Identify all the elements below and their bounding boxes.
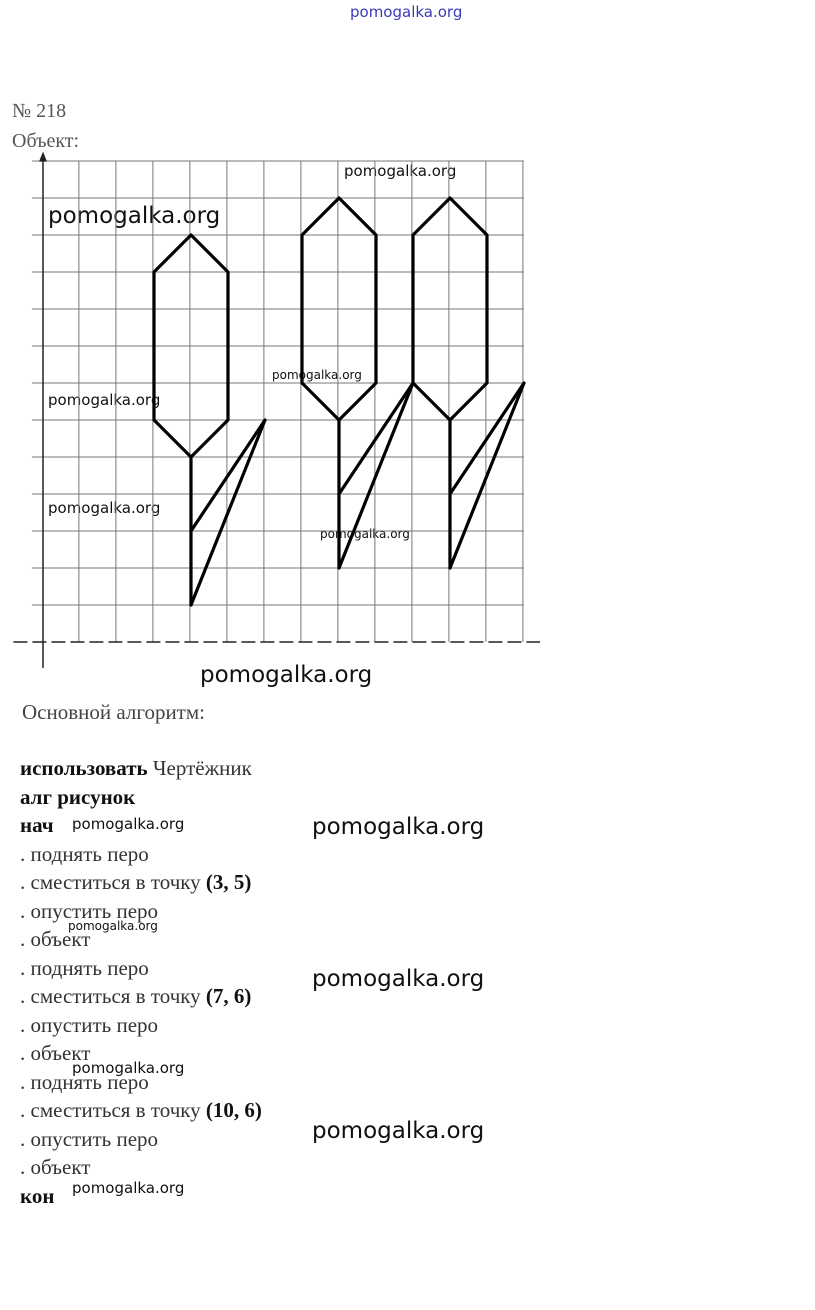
object-drawing bbox=[0, 150, 540, 680]
step-pen-down: . опустить перо bbox=[20, 899, 159, 923]
use-keyword: использовать bbox=[20, 756, 148, 780]
watermark: pomogalka.org bbox=[72, 1179, 185, 1197]
step-pen-up: . поднять перо bbox=[20, 956, 149, 980]
watermark: pomogalka.org bbox=[312, 966, 485, 992]
watermark: pomogalka.org bbox=[320, 527, 410, 541]
step-object: . объект bbox=[20, 1041, 91, 1065]
step-pen-up: . поднять перо bbox=[20, 842, 149, 866]
step-move bbox=[20, 870, 251, 895]
use-line bbox=[20, 756, 252, 781]
step-object: . объект bbox=[20, 927, 91, 951]
step-pen-up: . поднять перо bbox=[20, 1070, 149, 1094]
watermark: pomogalka.org bbox=[68, 919, 158, 933]
watermark: pomogalka.org bbox=[200, 662, 373, 688]
step-pen-down: . опустить перо bbox=[20, 1127, 159, 1151]
watermark: pomogalka.org bbox=[344, 162, 457, 180]
alg-line: алг рисунок bbox=[20, 785, 136, 809]
step-object: . объект bbox=[20, 1155, 91, 1179]
move-coords: (7, 6) bbox=[205, 984, 252, 1008]
flowers bbox=[154, 198, 524, 605]
watermark: pomogalka.org bbox=[48, 203, 221, 229]
object-label: Объект: bbox=[12, 130, 80, 152]
end-line: кон bbox=[20, 1184, 55, 1208]
watermark-top[interactable]: pomogalka.org bbox=[350, 3, 463, 21]
grid-lines bbox=[32, 161, 524, 642]
watermark: pomogalka.org bbox=[72, 815, 185, 833]
step-move bbox=[20, 1098, 262, 1123]
watermark: pomogalka.org bbox=[312, 814, 485, 840]
move-coords: (3, 5) bbox=[205, 870, 252, 894]
watermark: pomogalka.org bbox=[272, 368, 362, 382]
algorithm-title: Основной алгоритм: bbox=[22, 700, 205, 724]
y-axis-arrow bbox=[39, 152, 47, 162]
watermark: pomogalka.org bbox=[312, 1118, 485, 1144]
task-number: № 218 bbox=[12, 100, 67, 122]
move-text: . сместиться в точку bbox=[20, 870, 201, 894]
move-text: . сместиться в точку bbox=[20, 984, 201, 1008]
watermark: pomogalka.org bbox=[48, 499, 161, 517]
begin-line: нач bbox=[20, 813, 54, 837]
move-text: . сместиться в точку bbox=[20, 1098, 201, 1122]
step-move bbox=[20, 984, 251, 1009]
move-coords: (10, 6) bbox=[205, 1098, 262, 1122]
watermark: pomogalka.org bbox=[48, 391, 161, 409]
watermark: pomogalka.org bbox=[72, 1059, 185, 1077]
executor-name: Чертёжник bbox=[152, 756, 252, 780]
step-pen-down: . опустить перо bbox=[20, 1013, 159, 1037]
